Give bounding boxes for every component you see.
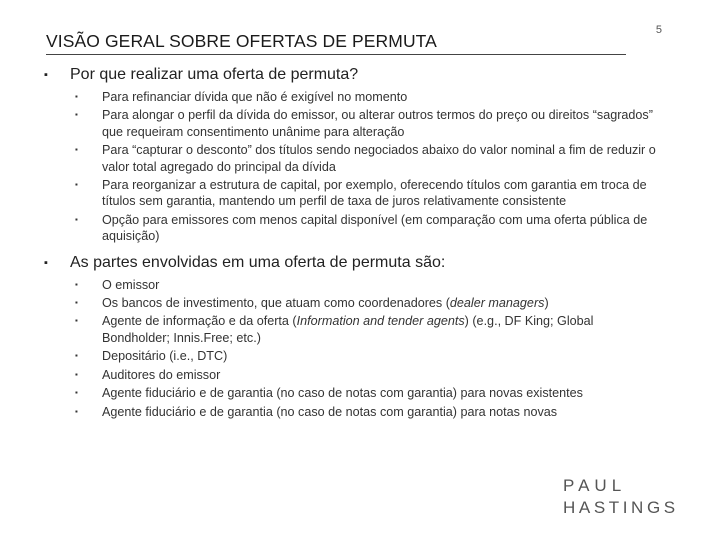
logo-line-2: HASTINGS — [563, 498, 679, 517]
square-bullet-icon: ▪ — [44, 69, 48, 81]
list-item-text: Auditores do emissor — [102, 367, 221, 382]
square-bullet-icon: ▪ — [75, 351, 78, 361]
list-item-text: Agente fiduciário e de garantia (no caso de notas com garantia) para novas existentes — [102, 386, 583, 401]
list-item-text: Agente fiduciário e de garantia (no caso de notas com garantia) para notas novas — [102, 404, 558, 419]
square-bullet-icon: ▪ — [75, 316, 78, 326]
section-parties-involved — [44, 253, 664, 420]
square-bullet-icon: ▪ — [75, 214, 78, 224]
text-part: ) — [544, 296, 549, 311]
list-item — [75, 404, 664, 420]
list-item — [75, 348, 664, 364]
section-heading: Por que realizar uma oferta de permuta? — [70, 66, 359, 83]
paul-hastings-logo — [563, 476, 679, 518]
logo-line-1: PAUL — [563, 476, 627, 495]
section-heading-row — [44, 65, 664, 85]
list-item — [75, 313, 664, 346]
square-bullet-icon: ▪ — [75, 279, 78, 289]
list-item-text — [102, 313, 664, 346]
list-item — [75, 212, 664, 245]
section-why-exchange-offer — [44, 65, 664, 245]
list-item-text: Para “capturar o desconto” dos títulos sendo negociados abaixo do valor nominal a fim de reduzir o valor total agregado do principal da dívida — [102, 143, 656, 174]
slide-content — [44, 65, 664, 428]
section-heading: As partes envolvidas em uma oferta de permuta são: — [70, 253, 446, 271]
text-part: ) (e.g., DF King; Global Bondholder; Innis.Free; etc.) — [102, 314, 594, 345]
list-item-text: O emissor — [102, 277, 160, 292]
list-item — [75, 277, 664, 293]
square-bullet-icon: ▪ — [75, 110, 78, 120]
list-item-text: Para reorganizar a estrutura de capital, por exemplo, oferecendo títulos com garantia em troca de títulos sem garantia, mantendo um perfil de taxa de juros relativamente consistente — [102, 178, 647, 209]
square-bullet-icon: ▪ — [75, 369, 78, 379]
list-item-text: Para refinanciar dívida que não é exigível no momento — [102, 90, 408, 104]
list-item — [75, 89, 664, 105]
list-item-text: Para alongar o perfil da dívida do emissor, ou alterar outros termos do preço ou direitos “sagrados” que requeiram consentimento unânime para alteração — [102, 108, 653, 139]
square-bullet-icon: ▪ — [75, 145, 78, 155]
square-bullet-icon: ▪ — [75, 388, 78, 398]
square-bullet-icon: ▪ — [75, 298, 78, 308]
square-bullet-icon: ▪ — [75, 180, 78, 190]
list-item — [75, 385, 664, 401]
list-item — [75, 107, 664, 140]
list-item — [75, 367, 664, 383]
square-bullet-icon: ▪ — [75, 406, 78, 416]
italic-term: Information and tender agents — [296, 314, 465, 329]
list-item — [75, 295, 664, 311]
reasons-list — [44, 89, 664, 245]
italic-term: dealer managers — [449, 296, 545, 311]
parties-list — [44, 277, 664, 420]
slide-title: VISÃO GERAL SOBRE OFERTAS DE PERMUTA — [46, 29, 626, 55]
section-heading-row — [44, 253, 664, 273]
text-part: Agente de informação e da oferta ( — [102, 314, 297, 329]
square-bullet-icon: ▪ — [75, 92, 78, 101]
list-item-text: Opção para emissores com menos capital disponível (em comparação com uma oferta pública de aquisição) — [102, 212, 648, 244]
list-item-text: Depositário (i.e., DTC) — [102, 349, 228, 364]
page-number: 5 — [655, 24, 662, 36]
list-item — [75, 142, 664, 175]
text-part: Os bancos de investimento, que atuam como coordenadores ( — [102, 296, 450, 311]
square-bullet-icon: ▪ — [44, 256, 48, 269]
list-item — [75, 177, 664, 210]
list-item-text — [102, 295, 664, 311]
